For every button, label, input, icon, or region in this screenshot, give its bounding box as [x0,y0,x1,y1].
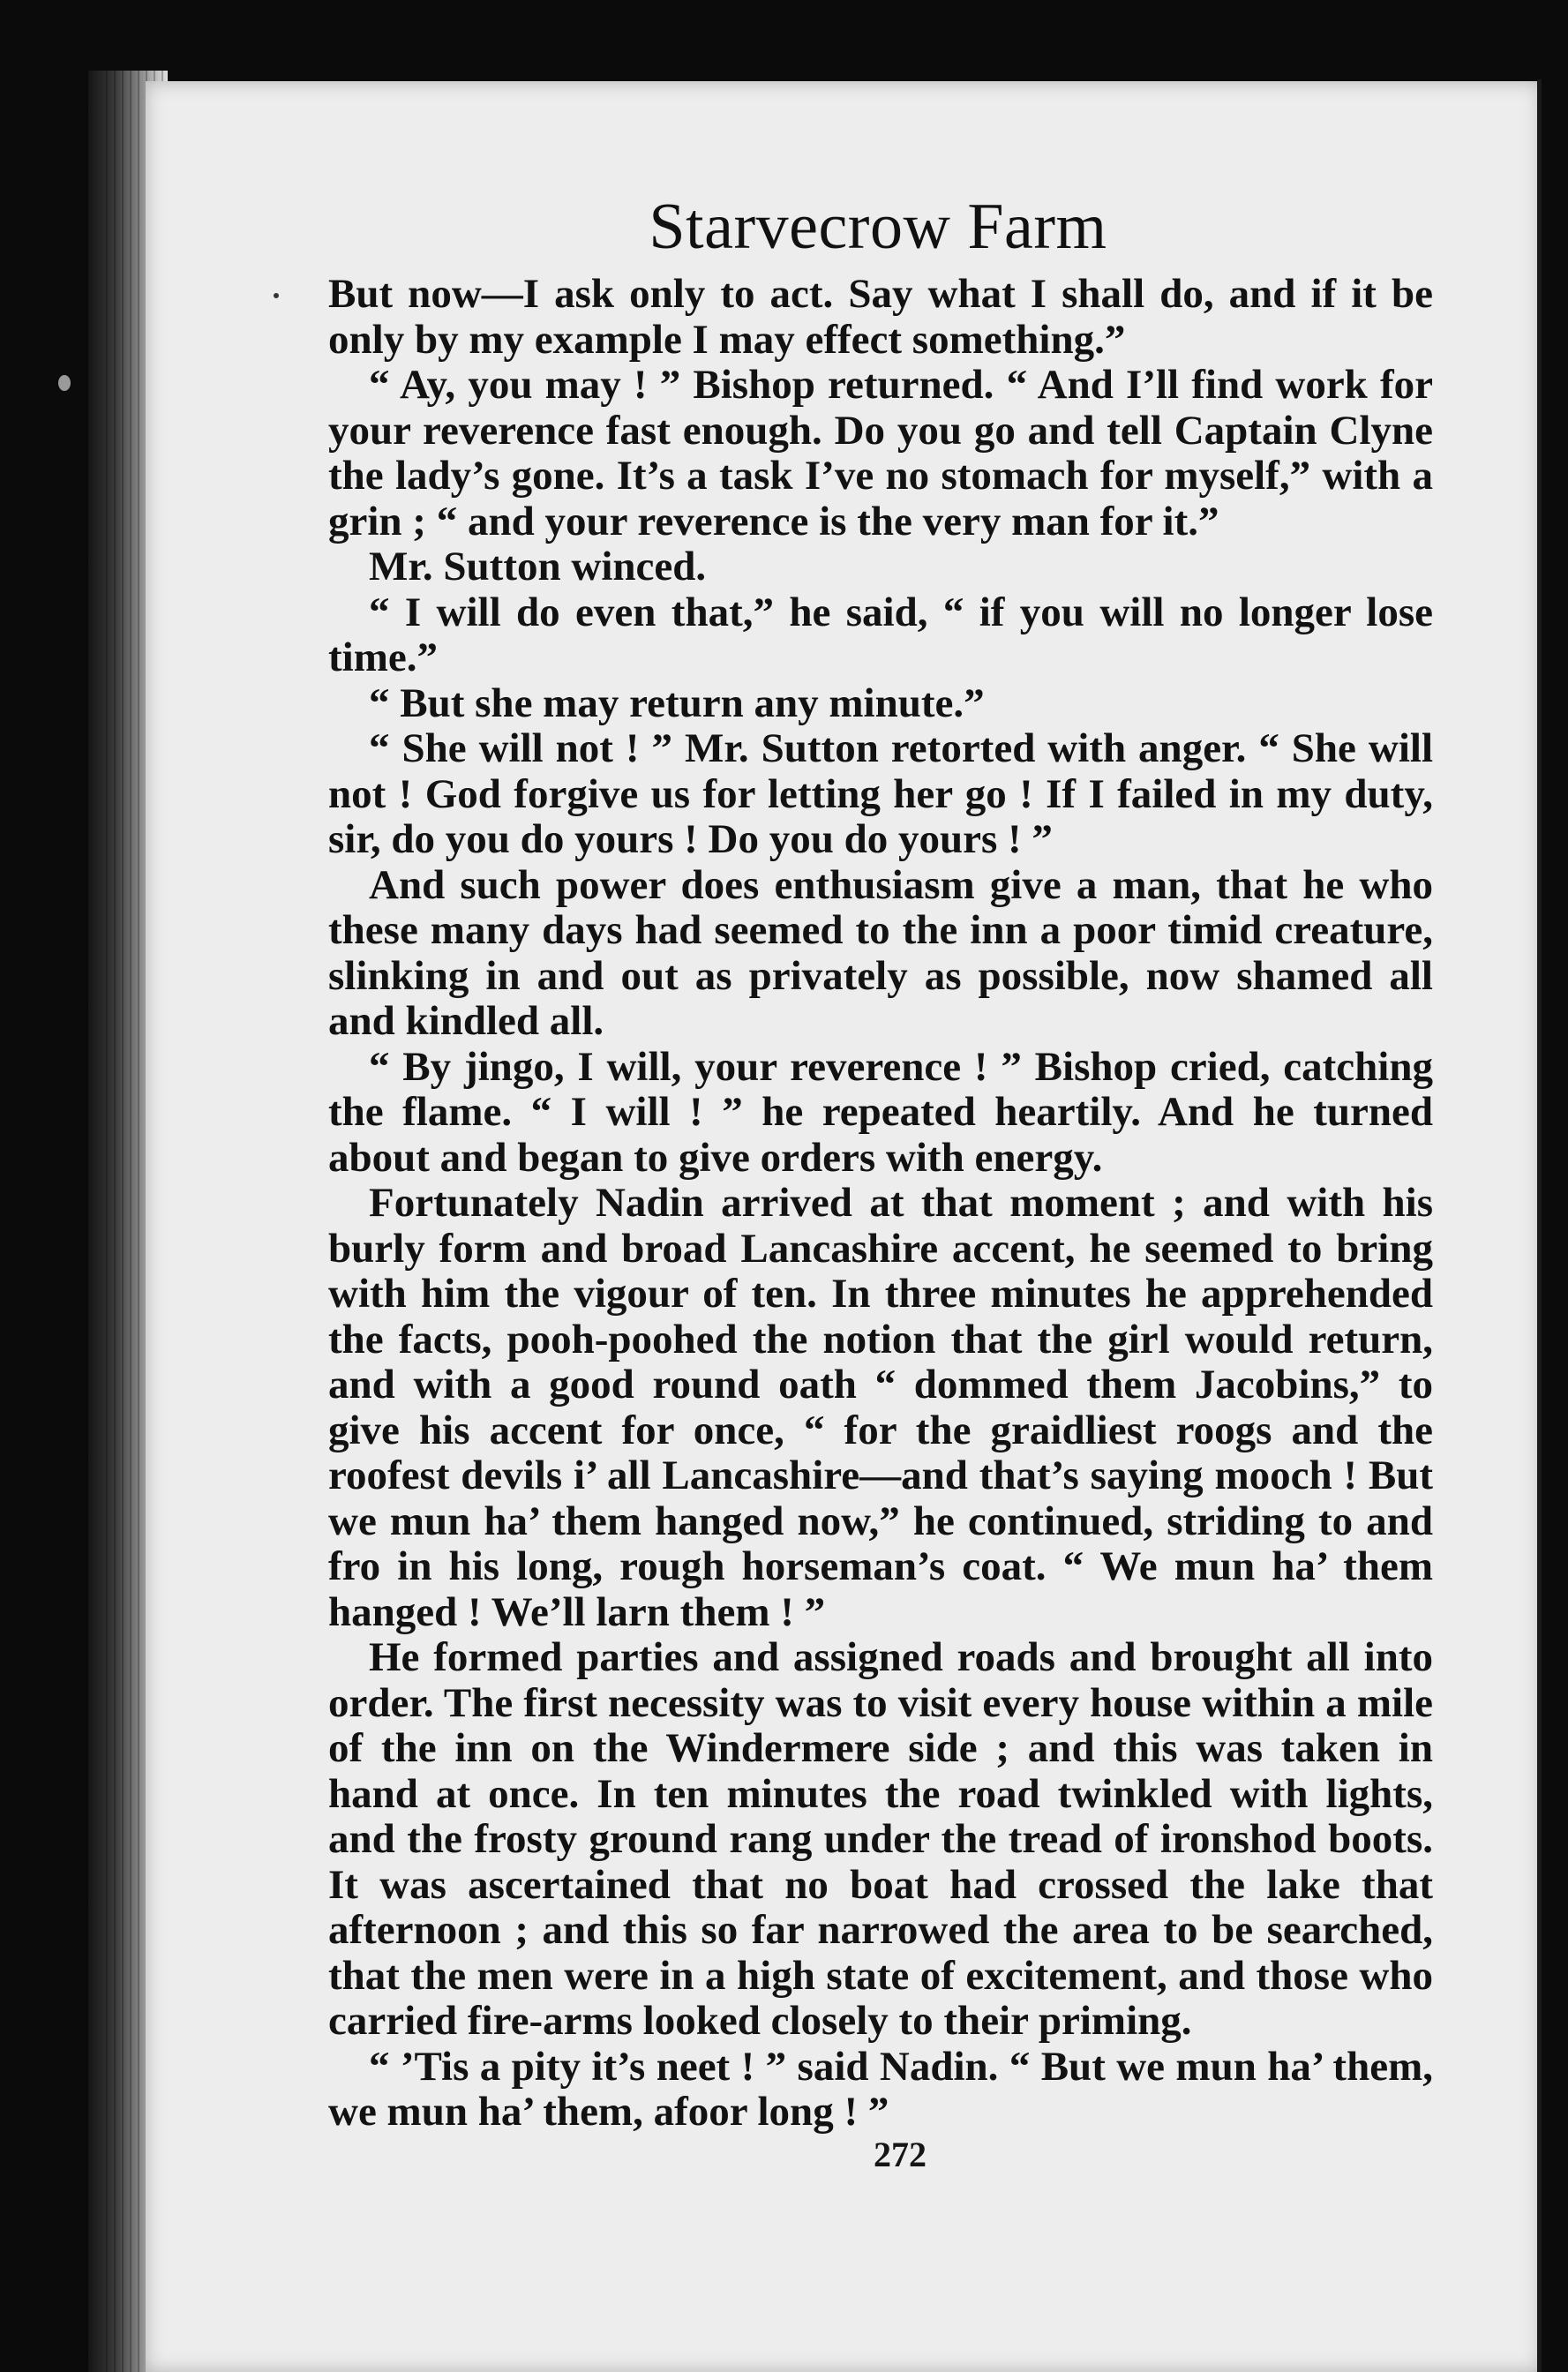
paragraph: “ ’Tis a pity it’s neet ! ” said Nadin. “ But we mun ha’ them, we mun ha’ them, afoor long ! ” [328,2043,1433,2135]
paragraph: “ By jingo, I will, your reverence ! ” Bishop cried, catching the flame. “ I will ! ” he repeated heartily. And he turned about and began to give orders with energy. [328,1043,1433,1181]
running-head: Starvecrow Farm [649,191,1107,263]
paragraph: Mr. Sutton winced. [369,544,707,589]
scan-spot [58,375,71,391]
paragraph: He formed parties and assigned roads and brought all into order. The first necessity was to visit every house within a mile of the inn on the Windermere side ; and this was taken in hand at once. In ten minutes the road twinkled with lights, and the frosty ground rang under the tread of ironshod boots. It was ascertained that no boat had crossed the lake that afternoon ; and this so far narrowed the area to be searched, that the men were in a high state of excitement, and those who carried fire-arms looked closely to their priming. [328,1634,1433,2044]
paragraph: “ She will not ! ” Mr. Sutton retorted with anger. “ She will not ! God forgive us for letting her go ! If I failed in my duty, sir, do you do yours ! Do you do yours ! ” [328,725,1433,862]
body-text [328,272,1433,2136]
scan-border [1542,71,1568,2372]
paragraph: But now—I ask only to act. Say what I shall do, and if it be only by my example I may effect something.” [328,271,1433,363]
paragraph: And such power does enthusiasm give a man, that he who these many days had seemed to the inn a poor timid creature, slinking in and out as privately as possible, now shamed all and kindled all. [328,861,1433,1044]
paragraph: “ I will do even that,” he said, “ if you will no longer lose time.” [328,589,1433,680]
paragraph: “ But she may return any minute.” [369,679,985,726]
page-number: 272 [874,2135,927,2174]
margin-mark [274,293,279,298]
paragraph: “ Ay, you may ! ” Bishop returned. “ And I’ll find work for your reverence fast enough. Do you go and tell Captain Clyne the lady’s gone. It’s a task I’ve no stomach for myself,” with a grin ; “ and your reverence is the very man for it.” [328,362,1433,544]
paragraph: Fortunately Nadin arrived at that moment ; and with his burly form and broad Lancashire accent, he seemed to bring with him the vigour of ten. In three minutes he apprehended the facts, pooh-poohed the notion that the girl would return, and with a good round oath “ dommed them Jacobins,” to give his accent for once, “ for the graidliest roogs and the roofest devils i’ all Lancashire—and that’s saying mooch ! But we mun ha’ them hanged now,” he continued, striding to and fro in his long, rough horseman’s coat. “ We mun ha’ them hanged ! We’ll larn them ! ” [328,1180,1433,1635]
